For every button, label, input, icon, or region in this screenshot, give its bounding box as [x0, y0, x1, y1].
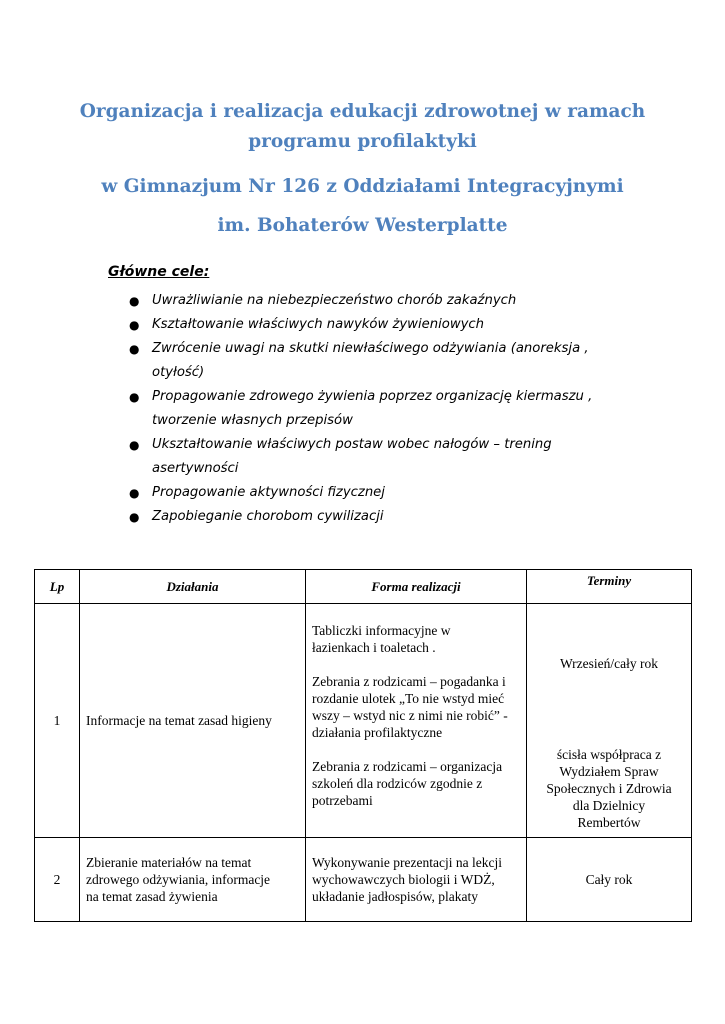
action-line: na temat zasad żywienia	[86, 889, 218, 904]
list-item	[126, 433, 636, 481]
goal-text-continued: otyłość)	[152, 365, 205, 380]
list-item	[126, 289, 636, 313]
action-cell	[80, 604, 306, 838]
form-paragraph	[312, 673, 520, 741]
action-line: zdrowego odżywiania, informacje	[86, 872, 271, 887]
table-row	[35, 838, 692, 922]
list-item	[126, 337, 636, 385]
title-line-2: programu profilaktyki	[248, 131, 477, 152]
goals-heading: Główne cele:	[108, 264, 210, 280]
form-line: rozdanie ulotek „To nie wstyd mieć	[312, 691, 505, 706]
bullet-icon: ●	[129, 510, 140, 524]
bullet-icon: ●	[129, 318, 140, 332]
terms-line: dla Dzielnicy	[572, 798, 646, 813]
goal-text: Propagowanie zdrowego żywienia poprzez organizację kiermaszu ,	[152, 389, 593, 404]
header-lp: Lp	[35, 570, 80, 604]
goal-text: Propagowanie aktywności fizycznej	[152, 485, 385, 500]
form-line: Zebrania z rodzicami – pogadanka i	[312, 674, 506, 689]
bullet-icon: ●	[129, 438, 140, 452]
bullet-icon: ●	[129, 294, 140, 308]
goal-text: Zapobieganie chorobom cywilizacji	[152, 509, 384, 524]
document-title	[60, 97, 665, 157]
header-forma: Forma realizacji	[306, 570, 527, 604]
school-patron: im. Bohaterów Westerplatte	[217, 215, 508, 236]
form-line: układanie jadłospisów, plakaty	[312, 889, 478, 904]
terms-cell	[527, 604, 692, 838]
goal-text-continued: asertywności	[152, 461, 239, 476]
action-line: Zbieranie materiałów na temat	[86, 855, 252, 870]
terms-note	[528, 746, 690, 831]
list-item	[126, 313, 636, 337]
row-number: 2	[35, 838, 80, 922]
terms-line: ścisła współpraca z	[556, 747, 662, 762]
table-row	[35, 604, 692, 838]
terms-line: Wydziałem Spraw	[559, 764, 659, 779]
form-paragraph	[312, 758, 520, 809]
bullet-icon: ●	[129, 390, 140, 404]
form-line: potrzebami	[312, 793, 373, 808]
goal-text: Ukształtowanie właściwych postaw wobec nałogów – trening	[152, 437, 552, 452]
plan-table	[34, 569, 692, 922]
form-line: Tabliczki informacyjne w	[312, 623, 451, 638]
terms-cell: Cały rok	[527, 838, 692, 922]
action-cell	[80, 838, 306, 922]
list-item	[126, 505, 636, 529]
form-line: wychowawczych biologii i WDŻ,	[312, 872, 495, 887]
table-header-row	[35, 570, 692, 604]
form-cell	[306, 604, 527, 838]
form-line: szkoleń dla rodziców zgodnie z	[312, 776, 483, 791]
form-line: Wykonywanie prezentacji na lekcji	[312, 855, 502, 870]
action-text: Informacje na temat zasad higieny	[86, 713, 272, 728]
row-number: 1	[35, 604, 80, 838]
form-line: Zebrania z rodzicami – organizacja	[312, 759, 503, 774]
goal-text-continued: tworzenie własnych przepisów	[152, 413, 353, 428]
bullet-icon: ●	[129, 486, 140, 500]
list-item	[126, 385, 636, 433]
form-line: łazienkach i toaletach .	[312, 640, 436, 655]
form-line: wszy – wstyd nic z nimi nie robić” -	[312, 708, 508, 723]
goal-text: Zwrócenie uwagi na skutki niewłaściwego odżywiania (anoreksja ,	[152, 341, 589, 356]
form-line: działania profilaktyczne	[312, 725, 443, 740]
school-name: w Gimnazjum Nr 126 z Oddziałami Integracyjnymi	[101, 176, 624, 197]
header-dzialania: Działania	[80, 570, 306, 604]
terms-line: Społecznych i Zdrowia	[546, 781, 672, 796]
goals-list	[126, 289, 636, 529]
title-line-1: Organizacja i realizacja edukacji zdrowotnej w ramach	[79, 101, 646, 122]
header-terminy: Terminy	[527, 570, 692, 604]
goal-text: Uwrażliwianie na niebezpieczeństwo chorób zakaźnych	[152, 293, 517, 308]
bullet-icon: ●	[129, 342, 140, 356]
list-item	[126, 481, 636, 505]
form-cell	[306, 838, 527, 922]
terms-line: Rembertów	[577, 815, 641, 830]
form-paragraph	[312, 622, 520, 656]
terms-date: Wrzesień/cały rok	[559, 656, 659, 671]
goal-text: Kształtowanie właściwych nawyków żywieniowych	[152, 317, 485, 332]
